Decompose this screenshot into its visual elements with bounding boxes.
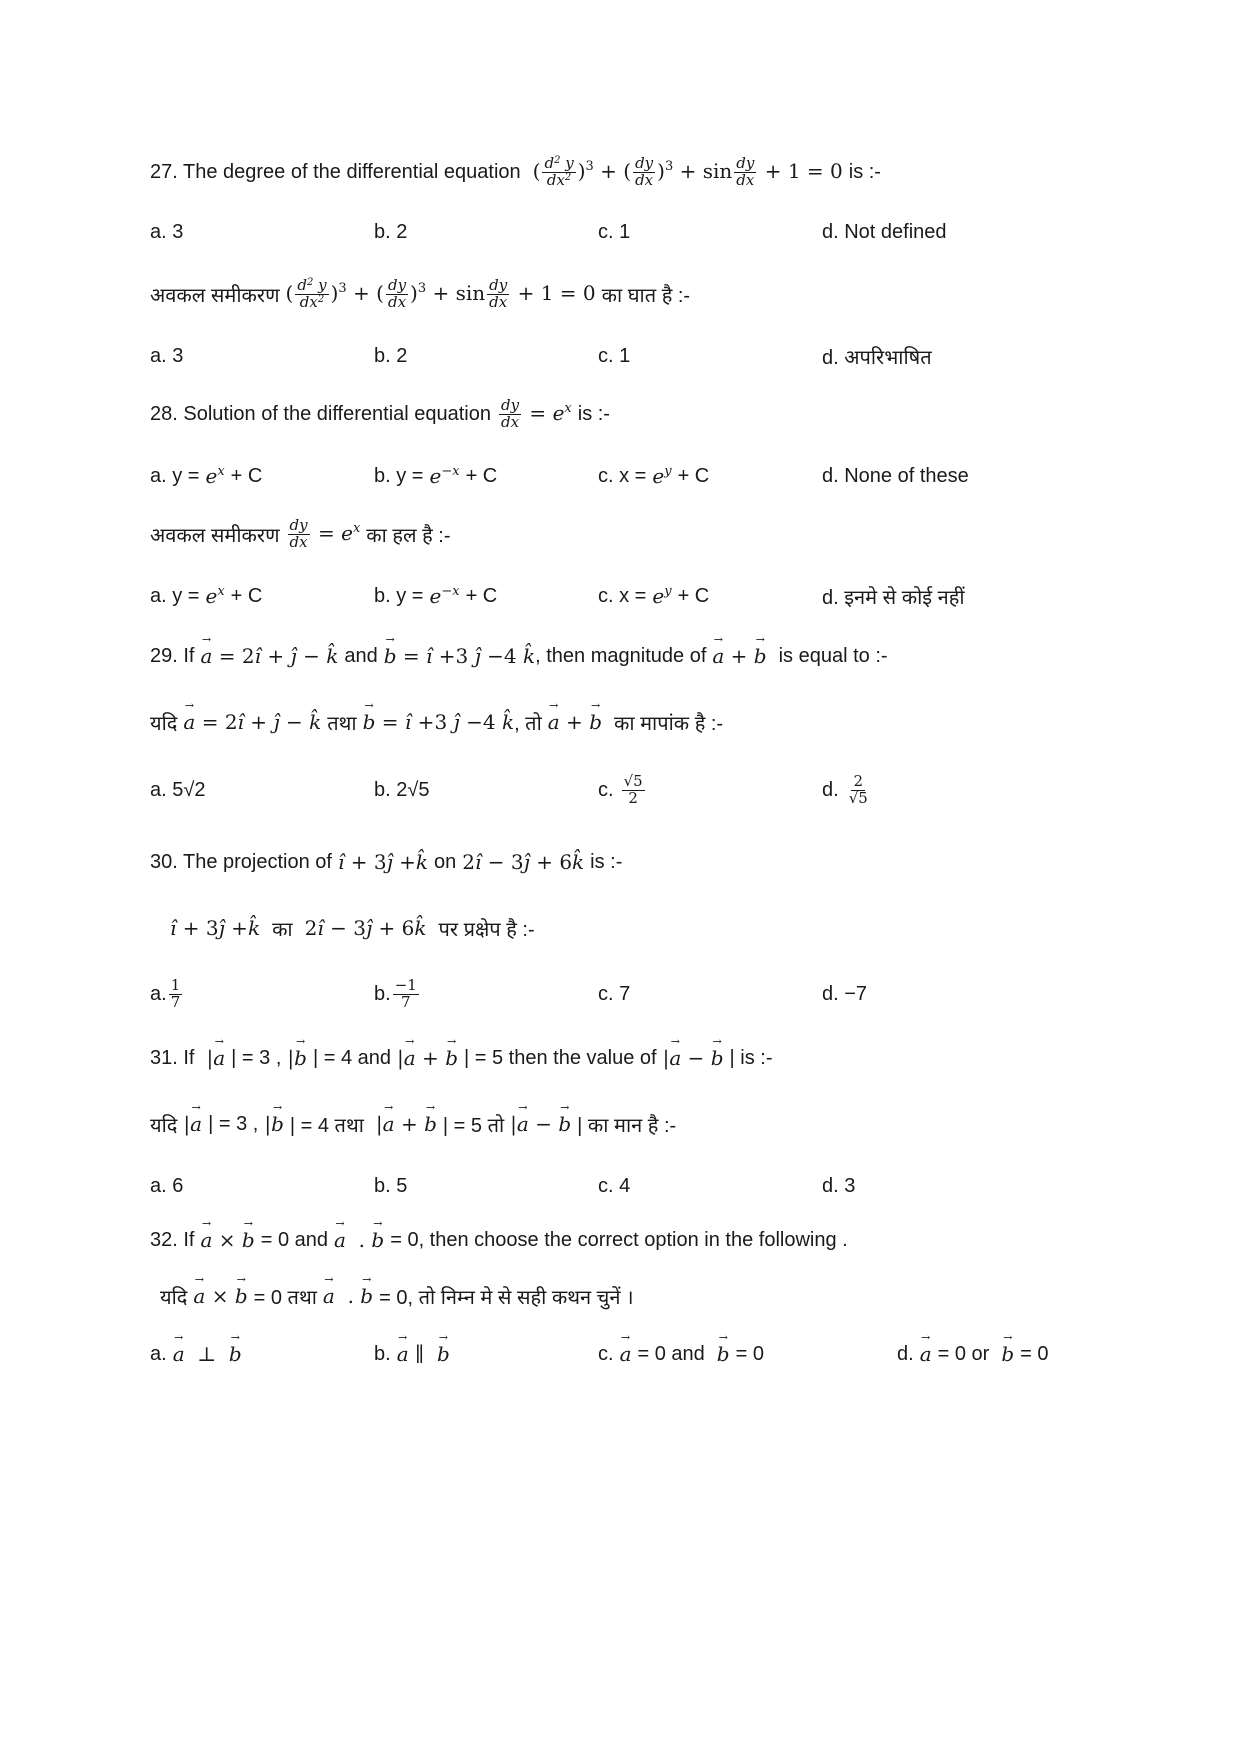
q29-option-d: d. $\frac{2}{√5}$ <box>822 771 868 807</box>
q30-hi-vector-1: î + 3ĵ +k̂ <box>170 916 261 940</box>
q30-option-c: c. 7 <box>598 982 631 1005</box>
q32-en-cross: = 0 and <box>260 1228 329 1251</box>
q28-hi-option-d: d. इनमे से कोई नहीं <box>822 586 965 609</box>
q27-en-option-a: a. 3 <box>150 220 184 243</box>
q29-hi-then: , तो <box>514 712 542 735</box>
q32-option-c: c. a → = 0 and b → = 0 <box>598 1332 764 1376</box>
option-suffix: + C <box>230 584 263 607</box>
option-prefix: d. <box>897 1342 914 1365</box>
q27-en-prefix: 27. The degree of the differential equation <box>150 160 521 183</box>
q29-hi-vector-b: b → = î +3 ĵ −4 k̂ <box>363 710 514 734</box>
q32-en-suffix: = 0, then choose the correct option in the following . <box>390 1228 848 1251</box>
q30-english-question <box>150 840 622 884</box>
q28-hi-equation: $\frac{dy}{dx}$ = $e^x$ <box>289 515 361 551</box>
q29-en-and: and <box>344 644 378 667</box>
q28-hi-suffix: का हल है :- <box>366 524 451 547</box>
q31-hi-prefix: यदि <box>150 1114 178 1137</box>
q27-hi-equation: ( $\frac{d^2 y}{dx^2}$ )$^3$ + ( $\frac{dy}{dx}$ )$^3$ + sin $\frac{dy}{dx}$ + 1 = 0 <box>285 275 596 311</box>
q29-en-prefix: 29. If <box>150 644 195 667</box>
q28-hi-option-b: b. y = $e^{-x}$ + C <box>374 584 498 608</box>
q28-hindi-question <box>150 512 451 556</box>
q29-option-b: b. 2√5 <box>374 778 430 801</box>
q29-en-then: , then magnitude of <box>535 644 707 667</box>
q28-english-question <box>150 392 610 436</box>
q27-hi-option-b: b. 2 <box>374 344 408 367</box>
q30-en-on: on <box>434 850 457 873</box>
q31-option-b: b. 5 <box>374 1174 408 1197</box>
q29-vector-b: b → = î +3 ĵ −4 k̂ <box>384 644 535 668</box>
q30-en-prefix: 30. The projection of <box>150 850 332 873</box>
q27-hi-option-d: d. अपरिभाषित <box>822 346 932 369</box>
q30-option-a: a. $\frac{1}{7}$ <box>150 975 181 1011</box>
q30-option-d: d. −7 <box>822 982 868 1005</box>
option-prefix: d. <box>822 778 839 801</box>
q27-en-option-b: b. 2 <box>374 220 408 243</box>
q29-en-suffix: is equal to :- <box>778 644 888 667</box>
q29-option-a: a. 5√2 <box>150 778 206 801</box>
option-prefix: c. <box>598 1342 614 1365</box>
q27-hi-suffix: का घात है :- <box>601 284 691 307</box>
option-suffix: + C <box>465 464 498 487</box>
option-prefix: c. <box>598 778 614 801</box>
q31-option-a: a. 6 <box>150 1174 184 1197</box>
q30-hindi-question <box>170 906 535 950</box>
q28-en-prefix: 28. Solution of the differential equation <box>150 402 491 425</box>
option-prefix: b. <box>374 1342 391 1365</box>
q28-en-suffix: is :- <box>577 402 610 425</box>
q31-hi-sum-val: | = 5 तो <box>442 1114 505 1137</box>
q32-hindi-question: यदि a → × b → = 0 तथा a → . b → = 0, तो निम्न मे से सही कथन चुनें । <box>160 1274 634 1318</box>
option-suffix: = 0 <box>735 1342 764 1365</box>
q31-hi-b-val: | = 4 तथा <box>289 1114 364 1137</box>
q30-vector-1: î + 3ĵ +k̂ <box>337 850 429 874</box>
q32-option-d: d. a → = 0 or b → = 0 <box>897 1332 1049 1376</box>
q27-hi-prefix: अवकल समीकरण <box>150 284 280 307</box>
q27-hi-option-c: c. 1 <box>598 344 631 367</box>
q27-hi-option-a: a. 3 <box>150 344 184 367</box>
q32-hi-cross: = 0 तथा <box>253 1286 317 1309</box>
q29-hi-prefix: यदि <box>150 712 178 735</box>
q29-english-question <box>150 634 888 678</box>
q29-hi-suffix: का मापांक है :- <box>614 712 724 735</box>
q30-en-suffix: is :- <box>590 850 623 873</box>
q31-en-a-val: | = 3 , <box>231 1046 282 1069</box>
option-suffix: + C <box>677 584 710 607</box>
q28-en-option-d: d. None of these <box>822 464 969 487</box>
q32-english-question: 32. If a → × b → = 0 and a → . b → = 0, then choose the correct option in the following . <box>150 1218 848 1262</box>
q31-en-suffix: | is :- <box>729 1046 773 1069</box>
q31-option-c: c. 4 <box>598 1174 631 1197</box>
q27-hindi-question <box>150 272 690 316</box>
q31-english-question: 31. If |a → | = 3 , |b → | = 4 and |a → + b → | = 5 then the value of |a → − b → | is :- <box>150 1036 773 1080</box>
option-suffix: + C <box>465 584 498 607</box>
q30-hi-suffix: पर प्रक्षेप है :- <box>438 918 535 941</box>
q27-en-option-c: c. 1 <box>598 220 631 243</box>
q29-hindi-question <box>150 700 723 744</box>
q30-hi-ka: का <box>272 918 293 941</box>
q29-sum: a → + b → <box>712 644 766 668</box>
q28-hi-prefix: अवकल समीकरण <box>150 524 280 547</box>
q28-hi-option-a: a. y = $e^x$ + C <box>150 584 263 608</box>
q27-equation: ( $\frac{d^2 y}{dx^2}$ )$^3$ + ( $\frac{dy}{dx}$ )$^3$ + sin $\frac{dy}{dx}$ + 1 = 0 <box>532 153 843 189</box>
q31-option-d: d. 3 <box>822 1174 856 1197</box>
option-suffix: + C <box>677 464 710 487</box>
q28-en-option-b: b. y = $e^{-x}$ + C <box>374 464 498 488</box>
q32-hi-suffix: = 0, तो निम्न मे से सही कथन चुनें । <box>379 1286 634 1309</box>
q29-vector-a: a → = 2î + ĵ − k̂ <box>200 644 338 668</box>
option-mid: = 0 and <box>637 1342 705 1365</box>
q27-en-option-d: d. Not defined <box>822 220 947 243</box>
option-prefix: b. <box>374 982 391 1005</box>
q31-en-sum-val: | = 5 then the value of <box>464 1046 657 1069</box>
q27-en-suffix: is :- <box>848 160 881 183</box>
option-prefix: a. y = <box>150 584 200 607</box>
q31-hindi-question: यदि |a → | = 3 , |b → | = 4 तथा |a → + b → | = 5 तो |a → − b → | का मान है :- <box>150 1102 676 1146</box>
q30-hi-vector-2: 2î − 3ĵ + 6k̂ <box>304 916 427 940</box>
option-prefix: a. <box>150 982 167 1005</box>
q28-en-option-c: c. x = $e^y$ + C <box>598 464 710 488</box>
option-prefix: c. x = <box>598 464 647 487</box>
option-suffix: + C <box>230 464 263 487</box>
option-prefix: c. x = <box>598 584 647 607</box>
option-prefix: b. y = <box>374 584 424 607</box>
q31-hi-suffix: | का मान है :- <box>577 1114 677 1137</box>
option-prefix: a. y = <box>150 464 200 487</box>
q28-en-option-a: a. y = $e^x$ + C <box>150 464 263 488</box>
q32-option-a: a. a → ⊥ b → <box>150 1332 242 1376</box>
q31-hi-a-val: | = 3 , <box>208 1112 259 1135</box>
q29-option-c: c. $\frac{√5}{2}$ <box>598 771 643 807</box>
option-prefix: a. <box>150 1342 167 1365</box>
q31-en-prefix: 31. If <box>150 1046 195 1069</box>
option-prefix: b. y = <box>374 464 424 487</box>
q29-hi-sum: a → + b → <box>548 710 602 734</box>
q32-option-b: b. a → ∥ b → <box>374 1332 450 1376</box>
q29-hi-vector-a: a → = 2î + ĵ − k̂ <box>183 710 321 734</box>
q27-english-question <box>150 150 881 194</box>
q28-equation: $\frac{dy}{dx}$ = $e^x$ <box>501 395 572 431</box>
q30-vector-2: 2î − 3ĵ + 6k̂ <box>462 850 585 874</box>
q32-en-prefix: 32. If <box>150 1228 195 1251</box>
q30-option-b: b. $\frac{-1}{7}$ <box>374 975 417 1011</box>
q28-hi-option-c: c. x = $e^y$ + C <box>598 584 710 608</box>
q32-hi-prefix: यदि <box>160 1286 188 1309</box>
option-mid: = 0 or <box>937 1342 990 1365</box>
q29-hi-and: तथा <box>327 712 357 735</box>
q31-en-b-val: | = 4 and <box>312 1046 392 1069</box>
option-suffix: = 0 <box>1020 1342 1049 1365</box>
